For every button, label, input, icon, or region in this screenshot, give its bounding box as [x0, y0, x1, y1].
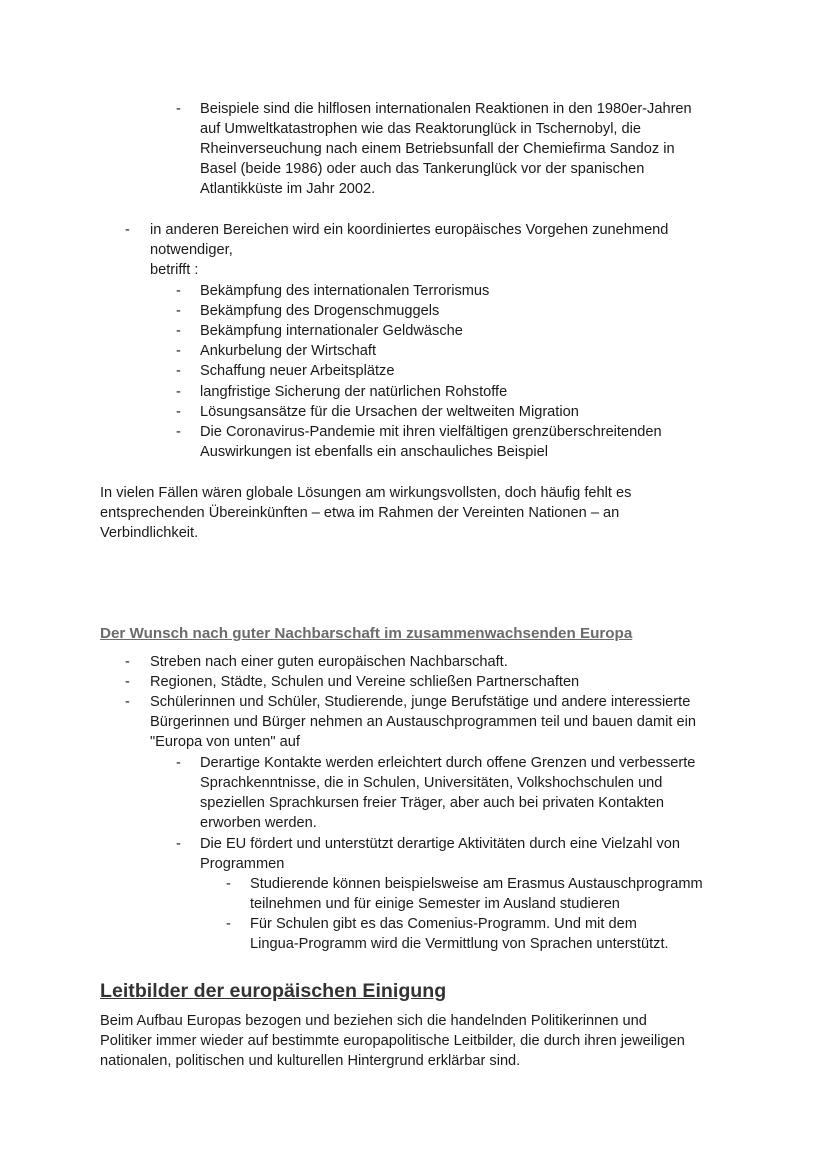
sub-list-item: Programmen	[200, 856, 285, 872]
sub-list-item: Bekämpfung internationaler Geldwäsche	[200, 323, 463, 339]
list-dash: -	[125, 674, 130, 690]
sub-list-item: Auswirkungen ist ebenfalls ein anschauliches Beispiel	[200, 444, 549, 460]
list-dash: -	[176, 363, 181, 379]
sub-sub-list-item: Studierende können beispielsweise am Erasmus Austauschprogramm	[250, 876, 703, 892]
sub-list-item: Sprachkenntnisse, die in Schulen, Universitäten, Volkshochschulen und	[200, 775, 663, 791]
sub-list-item: erworben werden.	[200, 815, 317, 831]
example-text-line: Beispiele sind die hilflosen internationalen Reaktionen in den 1980er-Jahren	[200, 101, 692, 117]
sub-list-item: langfristige Sicherung der natürlichen Rohstoffe	[200, 384, 508, 400]
sub-list-item: Die EU fördert und unterstützt derartige Aktivitäten durch eine Vielzahl von	[200, 836, 680, 852]
sub-sub-list-item: Lingua-Programm wird die Vermittlung von Sprachen unterstützt.	[250, 936, 669, 952]
list-dash: -	[176, 303, 181, 319]
list-dash: -	[176, 755, 181, 771]
sub-list-item: Derartige Kontakte werden erleichtert durch offene Grenzen und verbesserte	[200, 755, 696, 771]
list-dash: -	[176, 424, 181, 440]
section-heading: Der Wunsch nach guter Nachbarschaft im zusammenwachsenden Europa	[100, 625, 633, 642]
list-dash: -	[226, 876, 231, 892]
example-text-line: auf Umweltkatastrophen wie das Reaktorunglück in Tschernobyl, die	[200, 121, 642, 137]
sub-sub-list-item: Für Schulen gibt es das Comenius-Programm. Und mit dem	[250, 916, 637, 932]
paragraph-line: Politiker immer wieder auf bestimmte europapolitische Leitbilder, die durch ihren jeweiligen	[100, 1033, 685, 1049]
example-text-line: Rheinverseuchung nach einem Betriebsunfall der Chemiefirma Sandoz in	[200, 141, 675, 157]
sub-list-item: Lösungsansätze für die Ursachen der weltweiten Migration	[200, 404, 579, 420]
example-text-line: Basel (beide 1986) oder auch das Tankerunglück vor der spanischen	[200, 161, 645, 177]
sub-list-item: Ankurbelung der Wirtschaft	[200, 343, 377, 359]
list-dash: -	[176, 384, 181, 400]
paragraph-line: Beim Aufbau Europas bezogen und beziehen sich die handelnden Politikerinnen und	[100, 1013, 647, 1029]
list-dash: -	[176, 283, 181, 299]
sub-list-item: speziellen Sprachkursen freier Träger, aber auch bei privaten Kontakten	[200, 795, 665, 811]
list-item-text: Bürgerinnen und Bürger nehmen an Austauschprogrammen teil und bauen damit ein	[150, 714, 696, 730]
list-item-text: "Europa von unten" auf	[150, 734, 300, 750]
sub-list-item: Bekämpfung des internationalen Terrorismus	[200, 283, 490, 299]
paragraph-line: entsprechenden Übereinkünften – etwa im Rahmen der Vereinten Nationen – an	[100, 505, 620, 521]
list-item-text: notwendiger,	[150, 242, 233, 258]
list-dash: -	[176, 836, 181, 852]
page-heading: Leitbilder der europäischen Einigung	[100, 980, 447, 1002]
list-dash: -	[125, 222, 130, 238]
sub-list-item: Schaffung neuer Arbeitsplätze	[200, 363, 395, 379]
paragraph-line: nationalen, politischen und kulturellen Hintergrund erklärbar sind.	[100, 1053, 521, 1069]
list-dash: -	[176, 404, 181, 420]
list-dash: -	[226, 916, 231, 932]
paragraph-line: Verbindlichkeit.	[100, 525, 199, 541]
list-item-text: Streben nach einer guten europäischen Nachbarschaft.	[150, 654, 508, 670]
paragraph-line: In vielen Fällen wären globale Lösungen am wirkungsvollsten, doch häufig fehlt es	[100, 485, 632, 501]
list-dash: -	[176, 101, 181, 117]
example-text-line: Atlantikküste im Jahr 2002.	[200, 181, 376, 197]
sub-sub-list-item: teilnehmen und für einige Semester im Ausland studieren	[250, 896, 620, 912]
list-item-text: Schülerinnen und Schüler, Studierende, junge Berufstätige und andere interessierte	[150, 694, 691, 710]
sub-list-item: Die Coronavirus-Pandemie mit ihren vielfältigen grenzüberschreitenden	[200, 424, 662, 440]
list-dash: -	[176, 343, 181, 359]
list-dash: -	[125, 654, 130, 670]
list-item-text: betrifft :	[150, 262, 199, 278]
list-item-text: in anderen Bereichen wird ein koordiniertes europäisches Vorgehen zunehmend	[150, 222, 669, 238]
list-item-text: Regionen, Städte, Schulen und Vereine schließen Partnerschaften	[150, 674, 580, 690]
list-dash: -	[125, 694, 130, 710]
sub-list-item: Bekämpfung des Drogenschmuggels	[200, 303, 440, 319]
list-dash: -	[176, 323, 181, 339]
